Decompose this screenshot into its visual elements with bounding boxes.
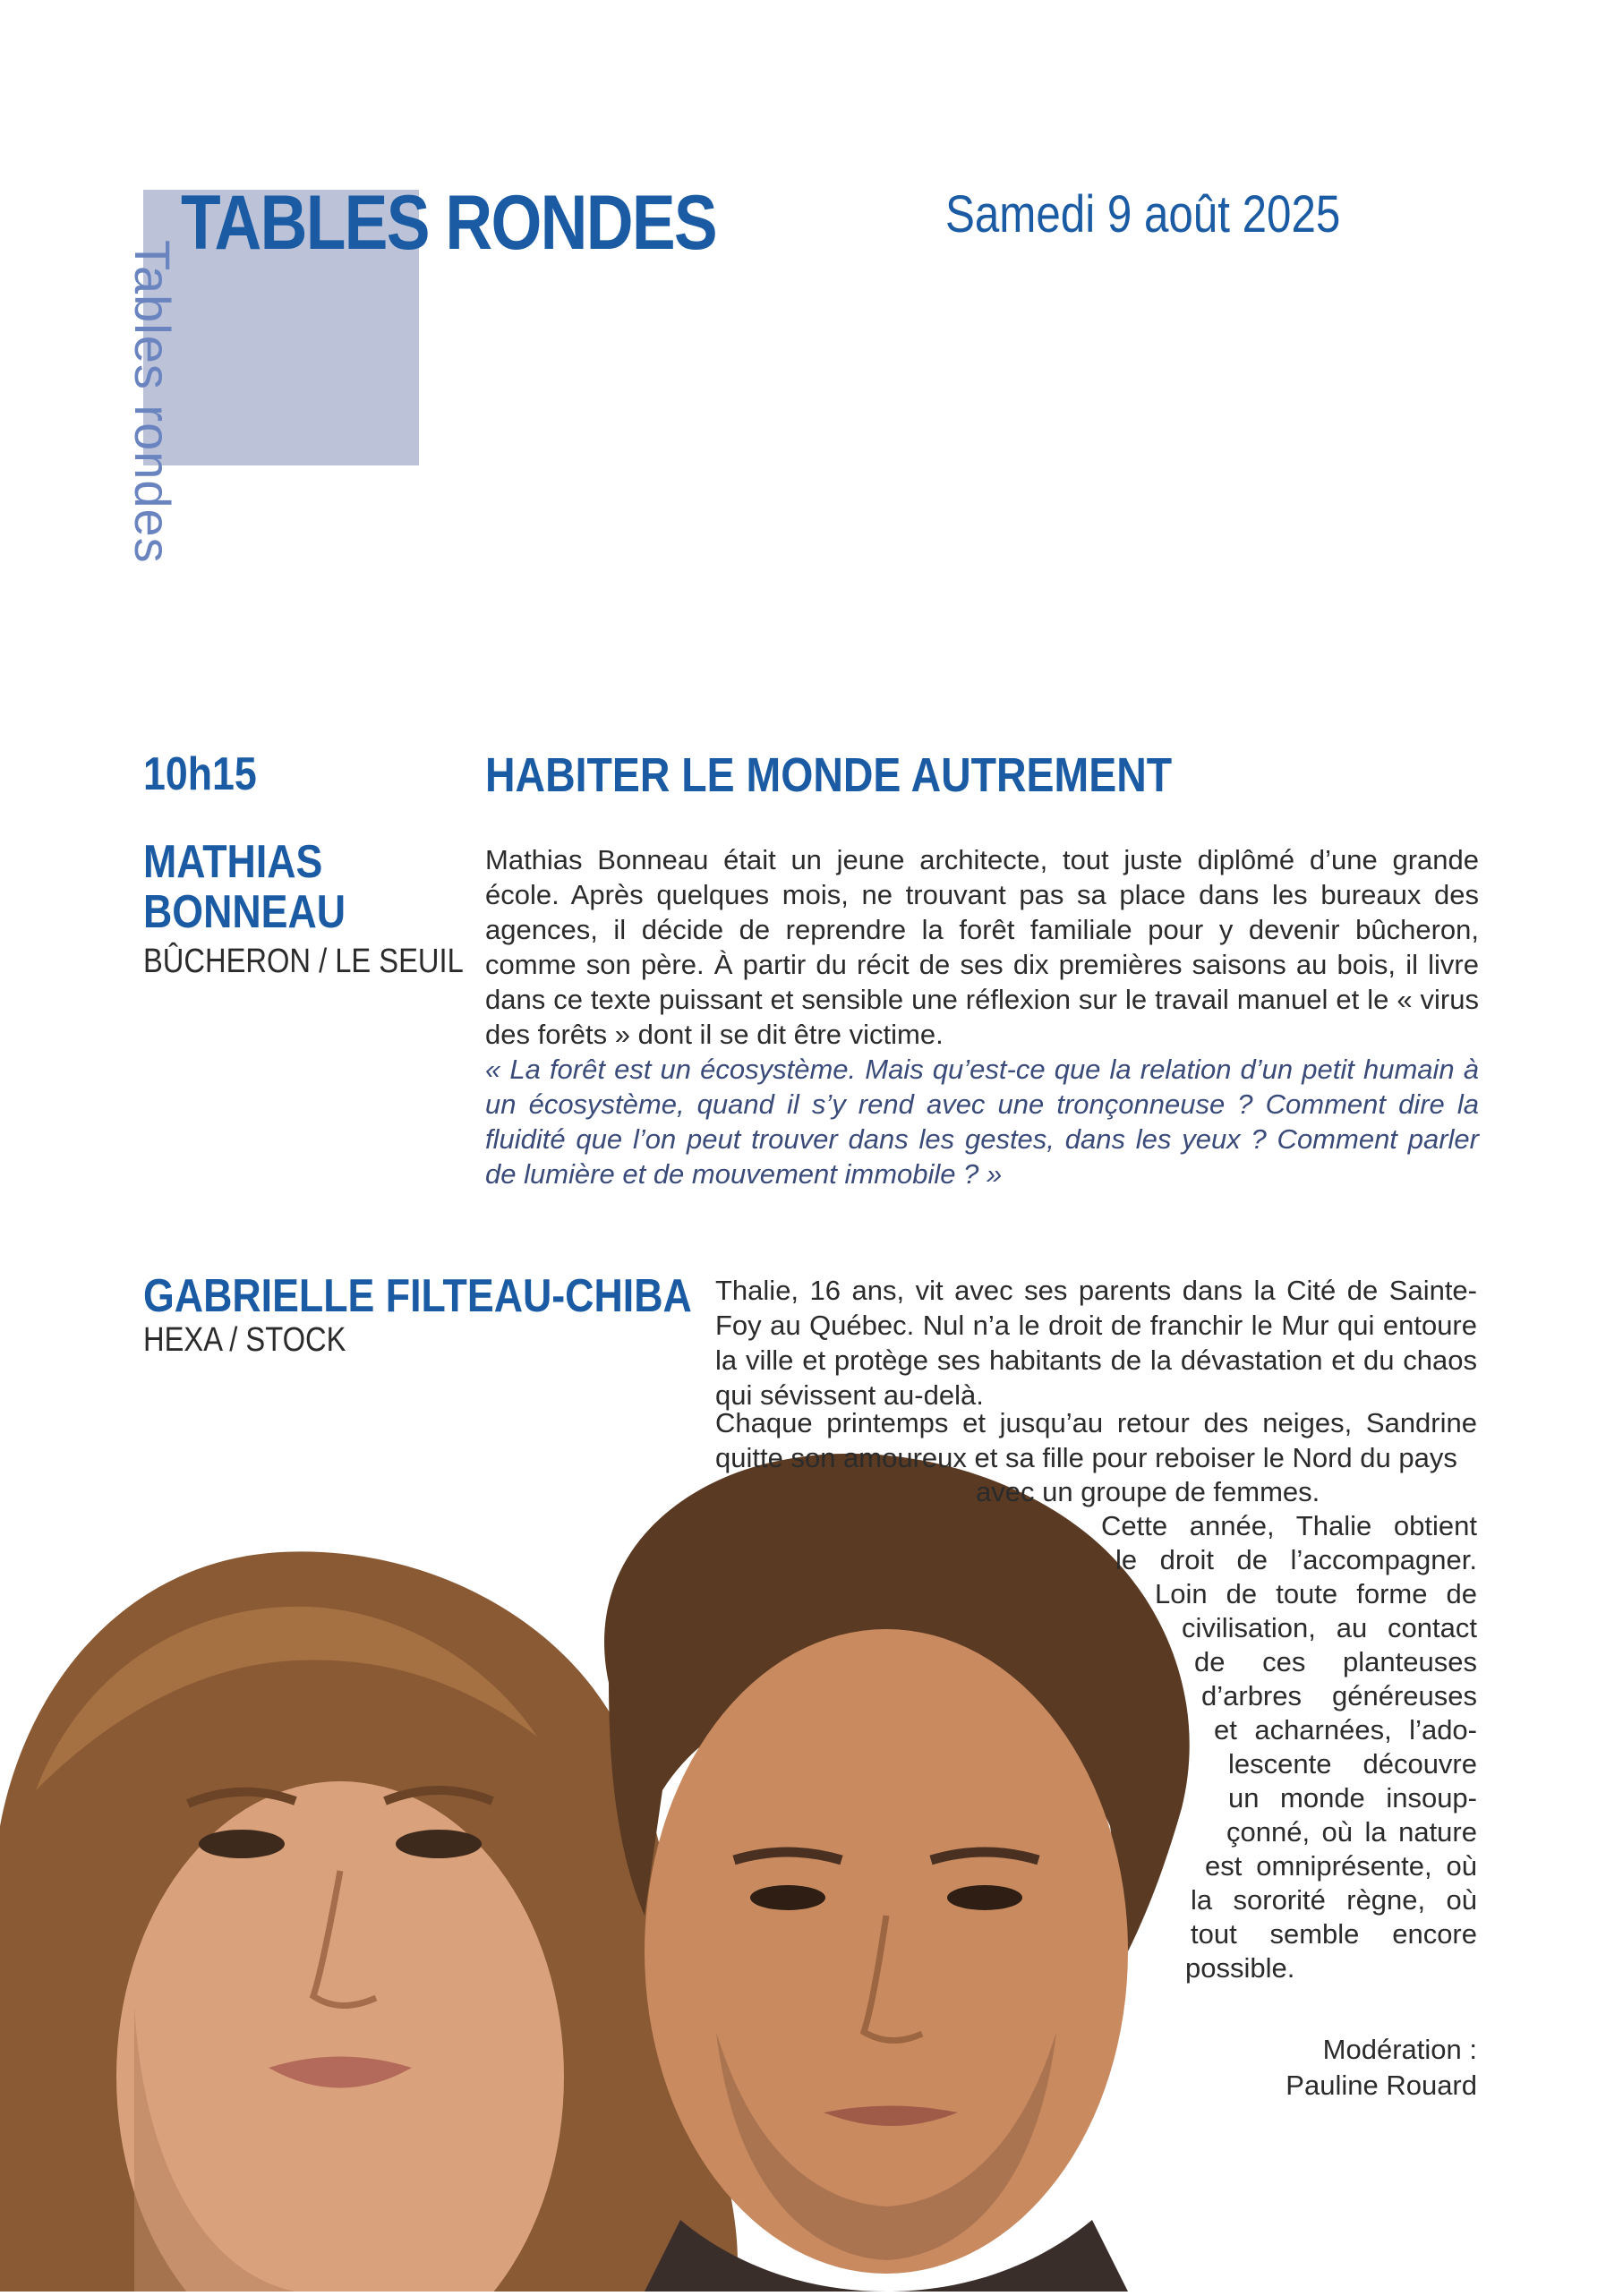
moderator-name: Pauline Rouard bbox=[1286, 2070, 1477, 2101]
shaped-line: le droit de l’accompagner. bbox=[1115, 1544, 1477, 1575]
moderation-label: Modération : bbox=[1322, 2034, 1477, 2065]
author1-name-line2: BONNEAU bbox=[143, 886, 346, 938]
shaped-line: Loin de toute forme de bbox=[1155, 1578, 1477, 1609]
shaped-line: lescente découvre bbox=[1228, 1748, 1477, 1780]
shaped-line: possible. bbox=[1185, 1952, 1295, 1984]
shaped-line: et acharnées, l’ado- bbox=[1214, 1714, 1477, 1745]
shaped-line: civilisation, au contact bbox=[1182, 1612, 1477, 1643]
author1-name-line1: MATHIAS bbox=[143, 836, 323, 888]
author2-name: GABRIELLE FILTEAU-CHIBA bbox=[143, 1270, 692, 1322]
session-time: 10h15 bbox=[143, 748, 257, 800]
author1-role: BÛCHERON / LE SEUIL bbox=[143, 943, 464, 980]
shaped-line: un monde insoup- bbox=[1228, 1782, 1477, 1814]
author2-block bbox=[143, 1271, 782, 1360]
shaped-line: d’arbres généreuses bbox=[1201, 1680, 1477, 1711]
vertical-section-label: Tables rondes bbox=[124, 240, 181, 564]
shaped-line: est omniprésente, où bbox=[1205, 1850, 1477, 1882]
author1-block bbox=[143, 837, 516, 981]
moderation-block bbox=[1164, 2032, 1477, 2104]
event-date: Samedi 9 août 2025 bbox=[945, 185, 1341, 243]
man-face bbox=[645, 1629, 1128, 2274]
author2-paragraph2: Chaque printemps et jusqu’au retour des neiges, Sandrine quitte son amoureux et sa fille pour reboiser le Nord du pays bbox=[715, 1407, 1477, 1473]
author2-paragraph1: Thalie, 16 ans, vit avec ses parents dans la Cité de Sainte-Foy au Québec. Nul n’a le droit de franchir le Mur qui entoure la ville et protège ses habitants de la dévastation et du chaos qui sévissent au-delà. bbox=[715, 1275, 1477, 1411]
shaped-line: çonné, où la nature bbox=[1226, 1816, 1477, 1848]
shaped-line: Cette année, Thalie obtient bbox=[1101, 1510, 1477, 1541]
man-eye-right bbox=[947, 1885, 1022, 1910]
author1-description-block bbox=[485, 842, 1479, 1191]
woman-eye-right bbox=[396, 1830, 482, 1858]
shaped-line: la sororité règne, où bbox=[1191, 1884, 1477, 1916]
man-eye-left bbox=[750, 1885, 825, 1910]
author1-description: Mathias Bonneau était un jeune architecte, tout juste diplômé d’une grande école. Après quelques mois, ne trouvant pas sa place dans les bureaux des agences, il décide de reprendre la forêt familiale pour y devenir bûcheron, comme son père. À partir du récit de ses dix premières saisons au bois, il livre dans ce texte puissant et sensible une réflexion sur le travail manuel et le « virus des forêts » dont il se dit être victime. bbox=[485, 844, 1479, 1050]
shaped-line: de ces planteuses bbox=[1194, 1646, 1477, 1677]
shaped-line: tout semble encore bbox=[1191, 1918, 1477, 1950]
woman-eye-left bbox=[199, 1830, 285, 1858]
page-title: TABLES RONDES bbox=[181, 180, 716, 266]
shaped-line: avec un groupe de femmes. bbox=[976, 1476, 1320, 1507]
session-title: HABITER LE MONDE AUTREMENT bbox=[485, 748, 1173, 802]
author1-quote: « La forêt est un écosystème. Mais qu’est-ce que la relation d’un petit humain à un écosystème, quand il s’y rend avec une tronçonneuse ? Comment dire la fluidité que l’on peut trouver dans les gestes, dans les yeux ? Comment parler de lumière et de mouvement immobile ? » bbox=[485, 1054, 1479, 1190]
author2-role: HEXA / STOCK bbox=[143, 1321, 346, 1359]
